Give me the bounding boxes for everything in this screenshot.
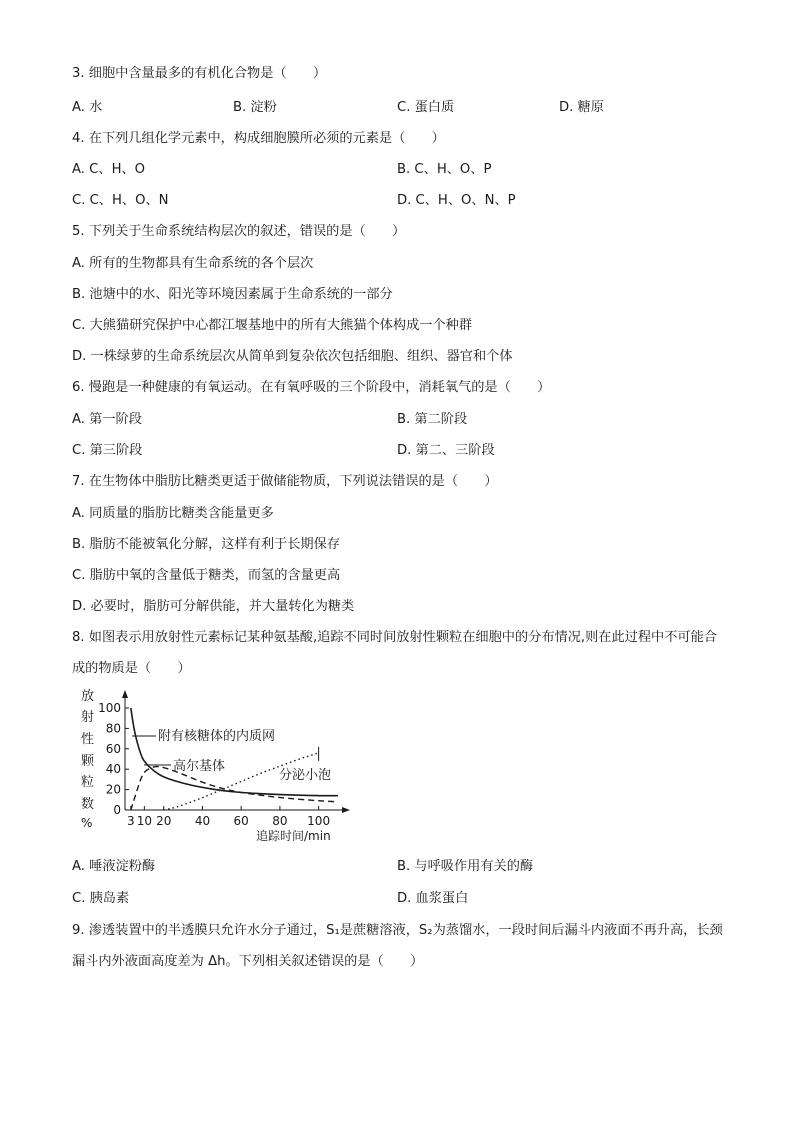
q8-option-a: A. 唾液淀粉酶 [72, 859, 156, 874]
y-tick-label: 0 [113, 803, 121, 817]
x-tick-label: 10 [136, 814, 153, 828]
y-tick-label: 20 [105, 782, 121, 797]
q9-stem: 9. 渗透装置中的半透膜只允许水分子通过，S₁是蔗糖溶液，S₂为蒸馏水，一段时间后漏斗内液面不再升高，长颈漏斗内外液面高度差为 Δh。下列相关叙述错误的是（ ） [72, 923, 723, 969]
y-axis-label-char: % [81, 816, 93, 830]
y-axis-label-char: 射 [81, 710, 95, 725]
q5-option-d: D. 一株绿萝的生命系统层次从简单到复杂依次包括细胞、组织、器官和个体 [72, 349, 513, 364]
q4-option-c: C. C、H、O、N [72, 193, 169, 208]
y-axis-arrow [122, 690, 128, 698]
q3-option-d: D. 糖原 [559, 100, 604, 115]
y-axis-label-char: 数 [81, 797, 95, 812]
y-tick-label: 60 [105, 741, 121, 756]
series-label-vesicle: 分泌小泡 [279, 768, 332, 783]
q3-stem: 3. 细胞中含量最多的有机化合物是（ ） [72, 66, 327, 81]
series-label-er: 附有核糖体的内质网 [158, 729, 276, 744]
q3-option-c: C. 蛋白质 [397, 100, 455, 115]
x-tick-label: 60 [233, 814, 249, 828]
x-axis-label: 追踪时间/min [256, 829, 331, 843]
q6-option-d: D. 第二、三阶段 [397, 443, 495, 458]
q8-option-c: C. 胰岛素 [72, 891, 130, 906]
q4-stem: 4. 在下列几组化学元素中，构成细胞膜所必须的元素是（ ） [72, 131, 445, 146]
q8-stem: 8. 如图表示用放射性元素标记某种氨基酸,追踪不同时间放射性颗粒在细胞中的分布情况,则在此过程中不可能合成的物质是（ ） [72, 630, 717, 676]
x-tick-label: 3 [126, 814, 135, 828]
y-tick-label: 100 [98, 701, 121, 715]
q4-option-a: A. C、H、O [72, 162, 146, 177]
axes [122, 690, 350, 813]
y-tick-label: 40 [105, 762, 121, 777]
x-tick-label: 80 [272, 814, 288, 828]
q5-stem: 5. 下列关于生命系统结构层次的叙述，错误的是（ ） [72, 224, 406, 239]
q6-stem: 6. 慢跑是一种健康的有氧运动。在有氧呼吸的三个阶段中，消耗氧气的是（ ） [72, 380, 551, 395]
series-label-golgi: 高尔基体 [173, 759, 226, 774]
q6-option-b: B. 第二阶段 [397, 412, 468, 427]
q6-option-a: A. 第一阶段 [72, 412, 142, 427]
y-tick-label: 80 [105, 721, 121, 736]
y-axis-label-char: 放 [81, 689, 95, 704]
x-ticks [127, 806, 330, 828]
radioactivity-chart [70, 686, 360, 846]
y-axis-label-char: 性 [81, 732, 95, 747]
x-tick-label: 40 [194, 814, 211, 828]
y-ticks [98, 701, 129, 817]
q7-option-d: D. 必要时，脂肪可分解供能，并大量转化为糖类 [72, 599, 355, 614]
q7-stem: 7. 在生物体中脂肪比糖类更适于做储能物质，下列说法错误的是（ ） [72, 474, 498, 489]
q5-option-a: A. 所有的生物都具有生命系统的各个层次 [72, 256, 314, 271]
q4-option-d: D. C、H、O、N、P [397, 193, 516, 208]
q8-option-d: D. 血浆蛋白 [397, 891, 469, 906]
y-axis-label-char: 粒 [81, 775, 95, 790]
q7-option-a: A. 同质量的脂肪比糖类含能量更多 [72, 506, 274, 521]
q7-option-b: B. 脂肪不能被氧化分解，这样有利于长期保存 [72, 537, 340, 552]
series-lines [131, 708, 338, 810]
q3-option-a: A. 水 [72, 100, 103, 115]
q3-option-b: B. 淀粉 [233, 100, 277, 115]
q8-option-b: B. 与呼吸作用有关的酶 [397, 859, 534, 874]
x-tick-label: 20 [156, 814, 172, 828]
q5-option-b: B. 池塘中的水、阳光等环境因素属于生命系统的一部分 [72, 287, 393, 302]
y-axis-label [81, 689, 95, 830]
q6-option-c: C. 第三阶段 [72, 443, 143, 458]
x-axis-arrow [342, 807, 350, 813]
q4-option-b: B. C、H、O、P [397, 162, 492, 177]
x-tick-label: 100 [307, 814, 331, 828]
q5-option-c: C. 大熊猫研究保护中心都江堰基地中的所有大熊猫个体构成一个种群 [72, 318, 473, 333]
q7-option-c: C. 脂肪中氧的含量低于糖类，而氢的含量更高 [72, 568, 341, 583]
y-axis-label-char: 颗 [81, 754, 95, 769]
